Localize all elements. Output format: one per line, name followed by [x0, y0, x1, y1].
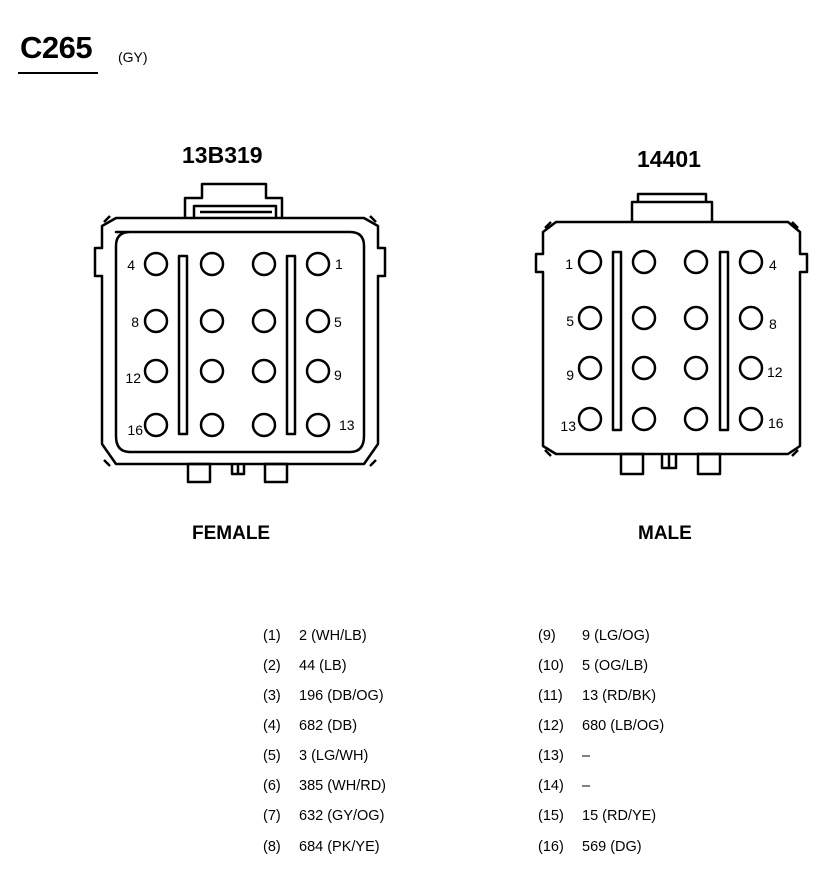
female-label-left-1: 8 [131, 314, 139, 330]
pin-circuit: 684 (PK/YE) [299, 839, 380, 855]
female-pin-1 [307, 253, 329, 275]
female-pin-16 [145, 414, 167, 436]
male-pin-8 [740, 307, 762, 329]
pin-circuit: – [582, 778, 591, 794]
female-pin-8 [145, 310, 167, 332]
pin-circuit: – [582, 748, 591, 764]
pin-circuit: 13 (RD/BK) [582, 688, 657, 704]
female-pin-14 [253, 414, 275, 436]
male-connector-body [536, 194, 807, 474]
male-pin-3 [685, 251, 707, 273]
pin-number: (7) [263, 808, 281, 824]
pin-circuit: 44 (LB) [299, 658, 347, 674]
connector-id: C265 [20, 30, 93, 65]
pin-number: (8) [263, 839, 281, 855]
male-label-right-0: 4 [769, 257, 777, 273]
male-label-left-3: 13 [560, 418, 576, 434]
female-label-right-0: 1 [335, 256, 343, 272]
male-pin-10 [633, 357, 655, 379]
female-pin-sockets [145, 253, 329, 436]
male-pin-12 [740, 357, 762, 379]
pin-circuit: 196 (DB/OG) [299, 688, 384, 704]
female-pin-7 [201, 310, 223, 332]
male-label-left-1: 5 [566, 313, 574, 329]
male-pin-7 [685, 307, 707, 329]
pin-number: (11) [538, 688, 563, 704]
male-pin-11 [685, 357, 707, 379]
female-label: FEMALE [192, 523, 271, 544]
pin-number: (1) [263, 628, 281, 644]
pin-circuit: 680 (LB/OG) [582, 718, 665, 734]
pin-circuit: 15 (RD/YE) [582, 808, 657, 824]
pin-number: (12) [538, 718, 564, 734]
female-label-right-1: 5 [334, 314, 342, 330]
female-label-left-0: 4 [127, 257, 135, 273]
male-pin-15 [685, 408, 707, 430]
female-label-left-2: 12 [125, 370, 141, 386]
connector-color: (GY) [118, 49, 148, 65]
pin-circuit: 3 (LG/WH) [299, 748, 369, 764]
pin-number: (5) [263, 748, 281, 764]
male-pin-2 [633, 251, 655, 273]
male-label-right-1: 8 [769, 316, 777, 332]
female-pin-13 [307, 414, 329, 436]
pin-circuit: 2 (WH/LB) [299, 628, 367, 644]
male-pin-1 [579, 251, 601, 273]
female-pin-12 [145, 360, 167, 382]
pin-number: (15) [538, 808, 564, 824]
female-pin-3 [201, 253, 223, 275]
female-pin-11 [201, 360, 223, 382]
male-pin-16 [740, 408, 762, 430]
female-pin-2 [253, 253, 275, 275]
pin-circuit: 385 (WH/RD) [299, 778, 387, 794]
female-pin-6 [253, 310, 275, 332]
male-label-right-3: 16 [768, 415, 784, 431]
pin-number: (10) [538, 658, 564, 674]
male-pin-13 [579, 408, 601, 430]
pin-number: (16) [538, 839, 564, 855]
female-part-number: 13B319 [182, 142, 263, 168]
male-pin-sockets [579, 251, 762, 430]
pin-number: (14) [538, 778, 564, 794]
female-pin-4 [145, 253, 167, 275]
female-label-right-3: 13 [339, 417, 355, 433]
male-label: MALE [638, 523, 692, 544]
pin-circuit: 5 (OG/LB) [582, 658, 649, 674]
pin-circuit: 682 (DB) [299, 718, 358, 734]
female-pin-9 [307, 360, 329, 382]
pin-number: (2) [263, 658, 281, 674]
female-label-left-3: 16 [127, 422, 143, 438]
pin-number: (9) [538, 628, 556, 644]
pin-number: (13) [538, 748, 564, 764]
female-pin-10 [253, 360, 275, 382]
female-label-right-2: 9 [334, 367, 342, 383]
male-label-left-0: 1 [565, 256, 573, 272]
male-pin-5 [579, 307, 601, 329]
male-part-number: 14401 [637, 146, 701, 172]
pin-number: (3) [263, 688, 281, 704]
pin-number: (6) [263, 778, 281, 794]
male-label-left-2: 9 [566, 367, 574, 383]
male-pin-9 [579, 357, 601, 379]
male-pin-14 [633, 408, 655, 430]
female-pin-5 [307, 310, 329, 332]
pin-circuit: 569 (DG) [582, 839, 642, 855]
pin-circuit: 9 (LG/OG) [582, 628, 650, 644]
male-pin-4 [740, 251, 762, 273]
pin-number: (4) [263, 718, 281, 734]
male-label-right-2: 12 [767, 364, 783, 380]
male-pin-6 [633, 307, 655, 329]
pin-circuit: 632 (GY/OG) [299, 808, 385, 824]
female-pin-15 [201, 414, 223, 436]
